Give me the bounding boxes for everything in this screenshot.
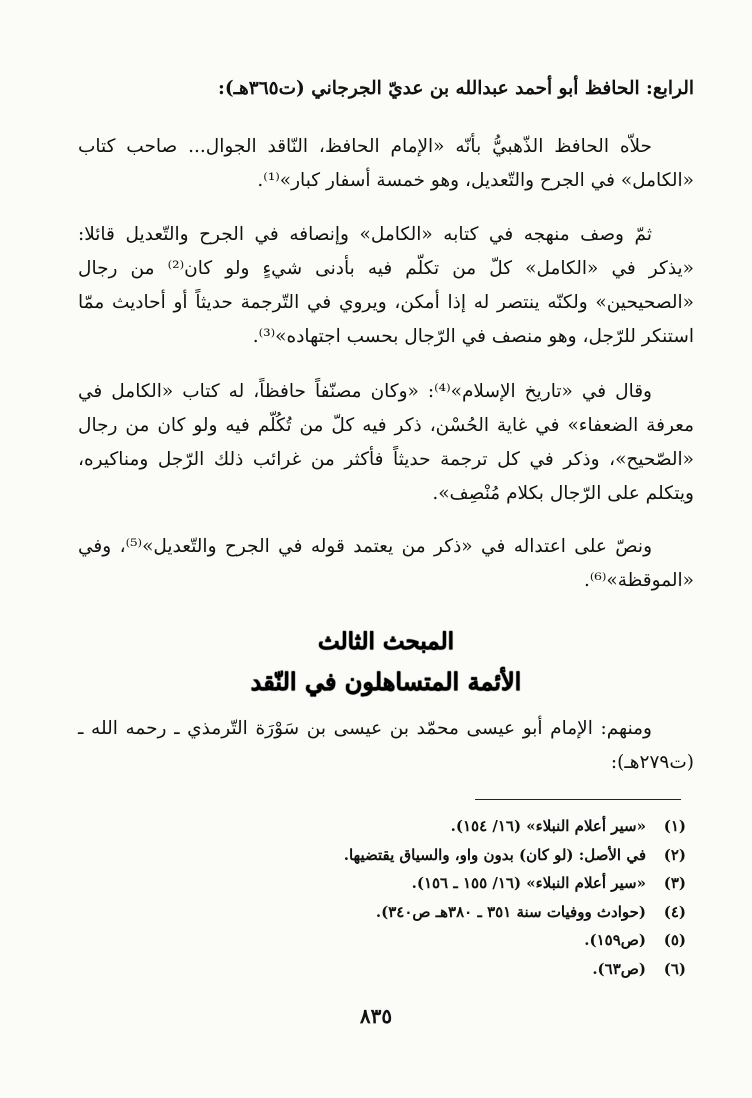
footnote-number: (٤) (663, 902, 686, 921)
footnote-number: (١) (663, 817, 686, 835)
intro-paragraph: ومنهم: الإمام أبو عيسى محمّد بن عيسى بن سَوْرَة التّرمذي ـ رحمه الله ـ (ت٢٧٩هـ): (78, 718, 694, 773)
page-number: ٨٣٥ (359, 1004, 393, 1028)
footnote (78, 812, 686, 841)
footnote-number: (٦) (663, 959, 686, 978)
footnote-number: (٥) (663, 931, 686, 949)
section-subtitle (78, 667, 694, 696)
section-title (78, 628, 694, 655)
footnote (78, 841, 686, 870)
section-title-text: المبحث الثالث (317, 628, 454, 655)
footnote-text: (ص٦٣). (592, 959, 646, 978)
footnote-number: (٢) (663, 845, 686, 864)
footnote (78, 898, 686, 927)
footnote-text: «سير أعلام النبلاء» (١٦/ ١٥٥ ـ ١٥٦). (411, 874, 646, 892)
footnote (78, 955, 686, 984)
paragraph-1: حلاّه الحافظ الذّهبيُّ بأنّه «الإمام الحافظ، النّاقد الجوال... صاحب كتاب «الكامل» في الجرح والتّعديل، وهو خمسة أسفار كبار»⁽¹⁾. (78, 136, 694, 191)
footnote-text: في الأصل: (لو كان) بدون واو، والسياق يقتضيها. (343, 845, 646, 864)
footnote-text: (ص١٥٩). (584, 931, 646, 949)
footnote-text: (حوادث ووفيات سنة ٣٥١ ـ ٣٨٠هـ ص٣٤٠). (375, 902, 646, 921)
footnote-number: (٣) (663, 874, 686, 892)
subsection-heading: الرابع: الحافظ أبو أحمد عبدالله بن عديّ الجرجاني (ت٣٦٥هـ): (218, 78, 694, 99)
footnote-text: «سير أعلام النبلاء» (١٦/ ١٥٤). (450, 817, 646, 835)
paragraph-4: ونصّ على اعتداله في «ذكر من يعتمد قوله في الجرح والتّعديل»⁽⁵⁾، وفي «الموقظة»⁽⁶⁾. (78, 536, 694, 591)
footnote (78, 869, 686, 898)
paragraph-2: ثمّ وصف منهجه في كتابه «الكامل» وإنصافه في الجرح والتّعديل قائلا: «يذكر في «الكامل» كلّ من تكلّم فيه بأدنى شيءٍ ولو كان⁽²⁾ من رجال «الصحيحين» ولكنّه ينتصر له إذا أمكن، ويروي في التّرجمة حديثاً أو أحاديث ممّا استنكر للرّجل، وهو منصف في الرّجال بحسب اجتهاده»⁽³⁾. (78, 224, 694, 347)
footnotes-list (78, 812, 686, 983)
section-subtitle-text: الأئمة المتساهلون في النّقد (250, 667, 522, 696)
footnote (78, 926, 686, 955)
footnote-divider (475, 799, 681, 800)
paragraph-3: وقال في «تاريخ الإسلام»⁽⁴⁾: «وكان مصنّفاً حافظاً، له كتاب «الكامل في معرفة الضعفاء» في غاية الحُسْن، ذكر فيه كلّ من تُكُلّم فيه ولو كان من رجال «الصّحيح»، وذكر في كل ترجمة حديثاً فأكثر من غرائب ذلك الرّجل ومناكيره، ويتكلم على الرّجال بكلام مُنْصِف». (78, 381, 694, 504)
